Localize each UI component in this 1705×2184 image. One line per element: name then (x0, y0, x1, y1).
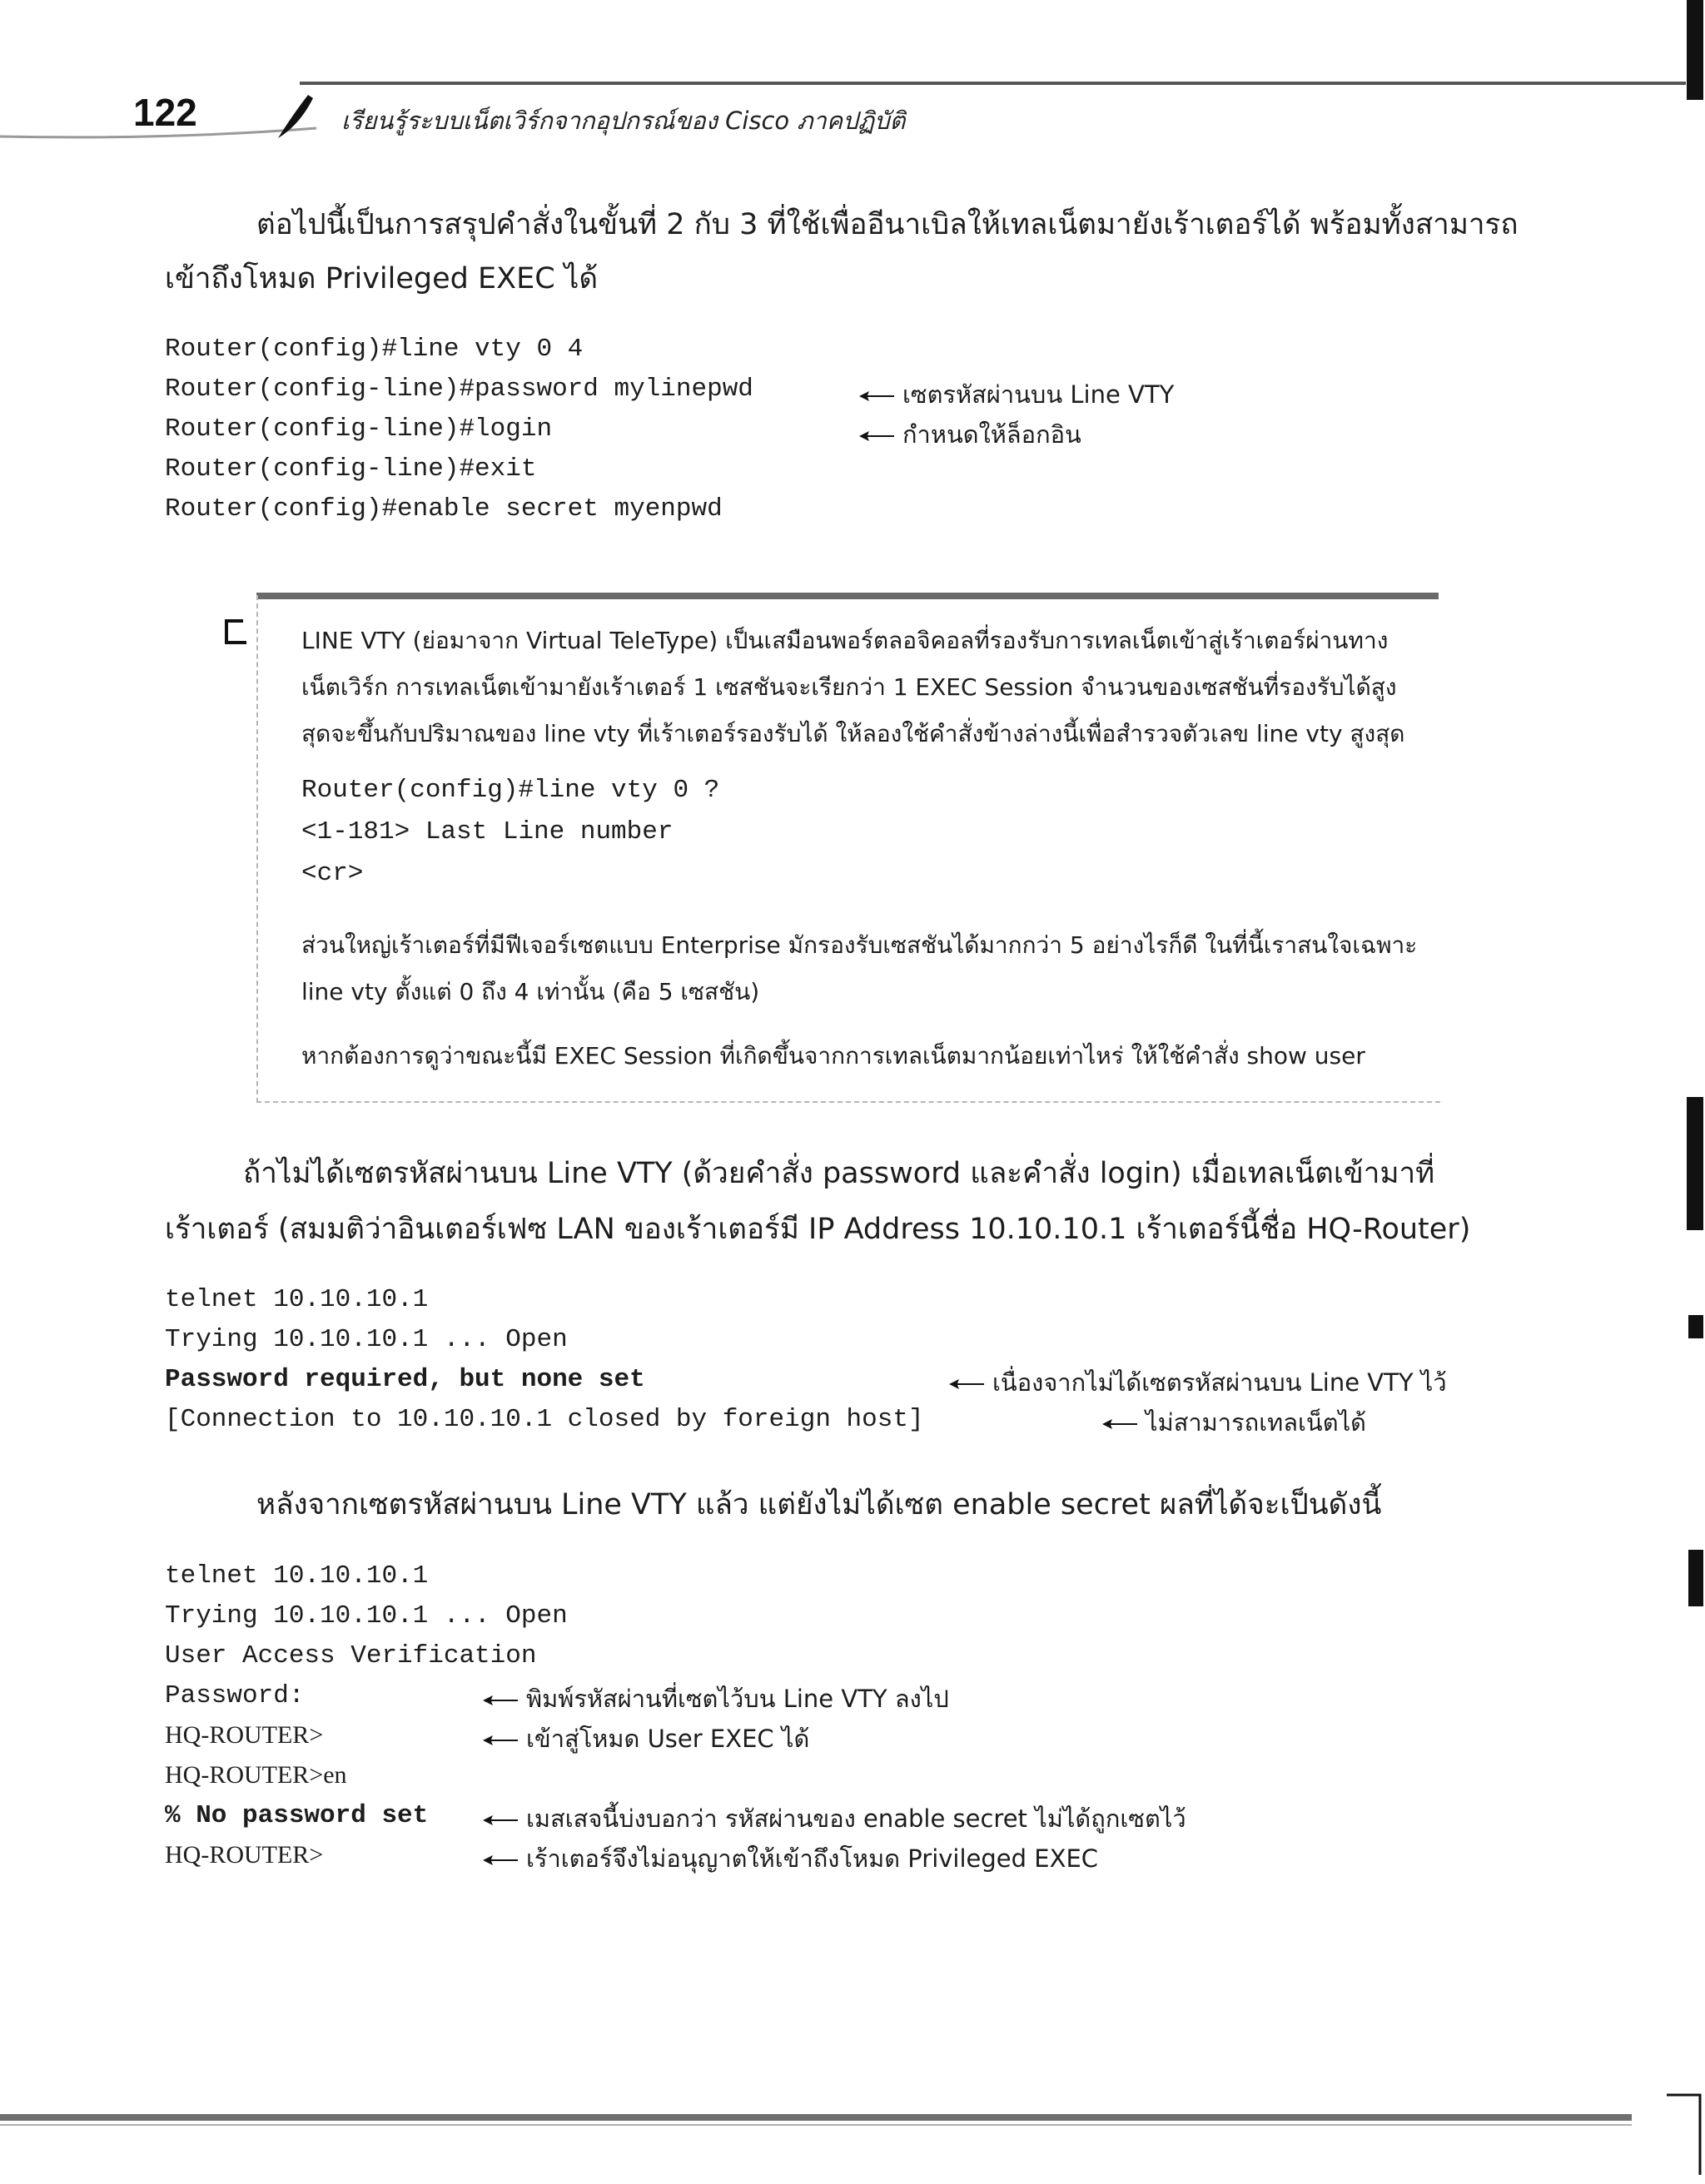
left-arrow-icon (857, 390, 896, 402)
page-number: 122 (133, 91, 197, 134)
paragraph-line: เร้าเตอร์ (สมมติว่าอินเตอร์เฟซ LAN ของเร้าเตอร์มี IP Address 10.10.10.1 เร้าเตอร์นี้ชื่อ HQ-Router) (165, 1213, 1471, 1246)
code-line: telnet 10.10.10.1 (165, 1285, 429, 1314)
code-line: [Connection to 10.10.10.1 closed by foreign host] (165, 1405, 924, 1434)
bracket-icon (221, 618, 250, 646)
code-line: Router(config)#enable secret myenpwd (165, 494, 723, 524)
code-line: HQ-ROUTER>en (165, 1761, 347, 1789)
left-arrow-icon (481, 1695, 519, 1706)
note-line: LINE VTY (ย่อมาจาก Virtual TeleType) เป็นเสมือนพอร์ตลอจิคอลที่รองรับการเทลเน็ตเข้าสู่เร้าเตอร์ผ่านทาง (301, 627, 1389, 654)
code-line: HQ-ROUTER> (165, 1841, 324, 1869)
note-line: หากต้องการดูว่าขณะนี้มี EXEC Session ที่เกิดขึ้นจากการเทลเน็ตมากน้อยเท่าไหร่ ให้ใช้คำสั่ง show user (301, 1042, 1365, 1070)
annotation (1101, 1403, 1366, 1442)
annotation (481, 1720, 809, 1758)
code-line: Router(config-line)#exit (165, 454, 537, 484)
left-arrow-icon (1101, 1418, 1139, 1430)
edge-mark (1687, 0, 1703, 100)
code-line: Password required, but none set (165, 1365, 645, 1394)
code-line: HQ-ROUTER> (165, 1721, 324, 1749)
note-line: line vty ตั้งแต่ 0 ถึง 4 เท่านั้น (คือ 5 เซสชัน) (301, 978, 760, 1005)
note-code-line: <cr> (301, 859, 364, 888)
annotation (481, 1799, 1186, 1838)
code-line: % No password set (165, 1801, 429, 1830)
annotation-text: เซตรหัสผ่านบน Line VTY (902, 380, 1175, 409)
code-line: Router(config-line)#login (165, 414, 553, 444)
edge-mark (1687, 1097, 1703, 1230)
annotation (481, 1680, 949, 1718)
crop-mark (1663, 2093, 1703, 2177)
annotation-text: พิมพ์รหัสผ่านที่เซตไว้บน Line VTY ลงไป (526, 1685, 949, 1713)
left-arrow-icon (857, 430, 896, 442)
code-line: Trying 10.10.10.1 ... Open (165, 1601, 568, 1631)
annotation-text: ไม่สามารถเทลเน็ตได้ (1146, 1408, 1367, 1437)
paragraph-line: ถ้าไม่ได้เซตรหัสผ่านบน Line VTY (ด้วยคำสั่ง password และคำสั่ง login) เมื่อเทลเน็ตเข้ามาที่ (243, 1157, 1435, 1190)
left-arrow-icon (481, 1854, 519, 1866)
edge-mark (1688, 1550, 1703, 1606)
code-line: User Access Verification (165, 1641, 537, 1670)
annotation-text: เนื่องจากไม่ได้เซตรหัสผ่านบน Line VTY ไว้ (992, 1368, 1447, 1397)
edge-mark (1688, 1315, 1703, 1338)
left-arrow-icon (947, 1378, 986, 1390)
bottom-rule (0, 2114, 1632, 2121)
code-line: telnet 10.10.10.1 (165, 1561, 429, 1591)
header-rule (300, 82, 1686, 85)
code-line: Router(config)#line vty 0 4 (165, 335, 584, 364)
annotation-text: กำหนดให้ล็อกอิน (902, 420, 1081, 449)
bottom-rule (0, 2124, 1632, 2126)
annotation (481, 1839, 1098, 1878)
left-arrow-icon (481, 1814, 519, 1826)
annotation (857, 415, 1081, 454)
code-line: Password: (165, 1681, 305, 1710)
note-code-line: <1-181> Last Line number (301, 817, 674, 846)
annotation-text: เร้าเตอร์จึงไม่อนุญาตให้เข้าถึงโหมด Privileged EXEC (526, 1844, 1099, 1873)
paragraph-line: หลังจากเซตรหัสผ่านบน Line VTY แล้ว แต่ยังไม่ได้เซต enable secret ผลที่ได้จะเป็นดังนี้ (256, 1488, 1382, 1521)
note-line: ส่วนใหญ่เร้าเตอร์ที่มีฟีเจอร์เซตแบบ Enterprise มักรองรับเซสชันได้มากกว่า 5 อย่างไรก็ดี ในที่นี้เราสนใจเฉพาะ (301, 931, 1418, 959)
code-line: Trying 10.10.10.1 ... Open (165, 1325, 568, 1354)
annotation (947, 1363, 1447, 1402)
annotation (857, 375, 1174, 414)
left-arrow-icon (481, 1735, 519, 1746)
note-line: สุดจะขึ้นกับปริมาณของ line vty ที่เร้าเตอร์รองรับได้ ให้ลองใช้คำสั่งข้างล่างนี้เพื่อสำรวจตัวเลข line vty สูงสุด (301, 720, 1405, 747)
note-code-line: Router(config)#line vty 0 ? (301, 776, 720, 805)
intro-line-1: ต่อไปนี้เป็นการสรุปคำสั่งในขั้นที่ 2 กับ 3 ที่ใช้เพื่ออีนาเบิลให้เทลเน็ตมายังเร้าเตอร์ได้ พร้อมทั้งสามารถ (256, 208, 1519, 241)
note-line: เน็ตเวิร์ก การเทลเน็ตเข้ามายังเร้าเตอร์ 1 เซสชันจะเรียกว่า 1 EXEC Session จำนวนของเซสชันที่รองรับได้สูง (301, 673, 1397, 701)
running-header: เรียนรู้ระบบเน็ตเวิร์กจากอุปกรณ์ของ Cisco ภาคปฏิบัติ (341, 107, 906, 135)
annotation-text: เมสเสจนี้บ่งบอกว่า รหัสผ่านของ enable secret ไม่ได้ถูกเซตไว้ (526, 1804, 1186, 1833)
annotation-text: เข้าสู่โหมด User EXEC ได้ (526, 1725, 810, 1753)
intro-line-2: เข้าถึงโหมด Privileged EXEC ได้ (165, 262, 599, 295)
code-line: Router(config-line)#password mylinepwd (165, 375, 753, 404)
header-swoosh-mark (275, 92, 316, 141)
